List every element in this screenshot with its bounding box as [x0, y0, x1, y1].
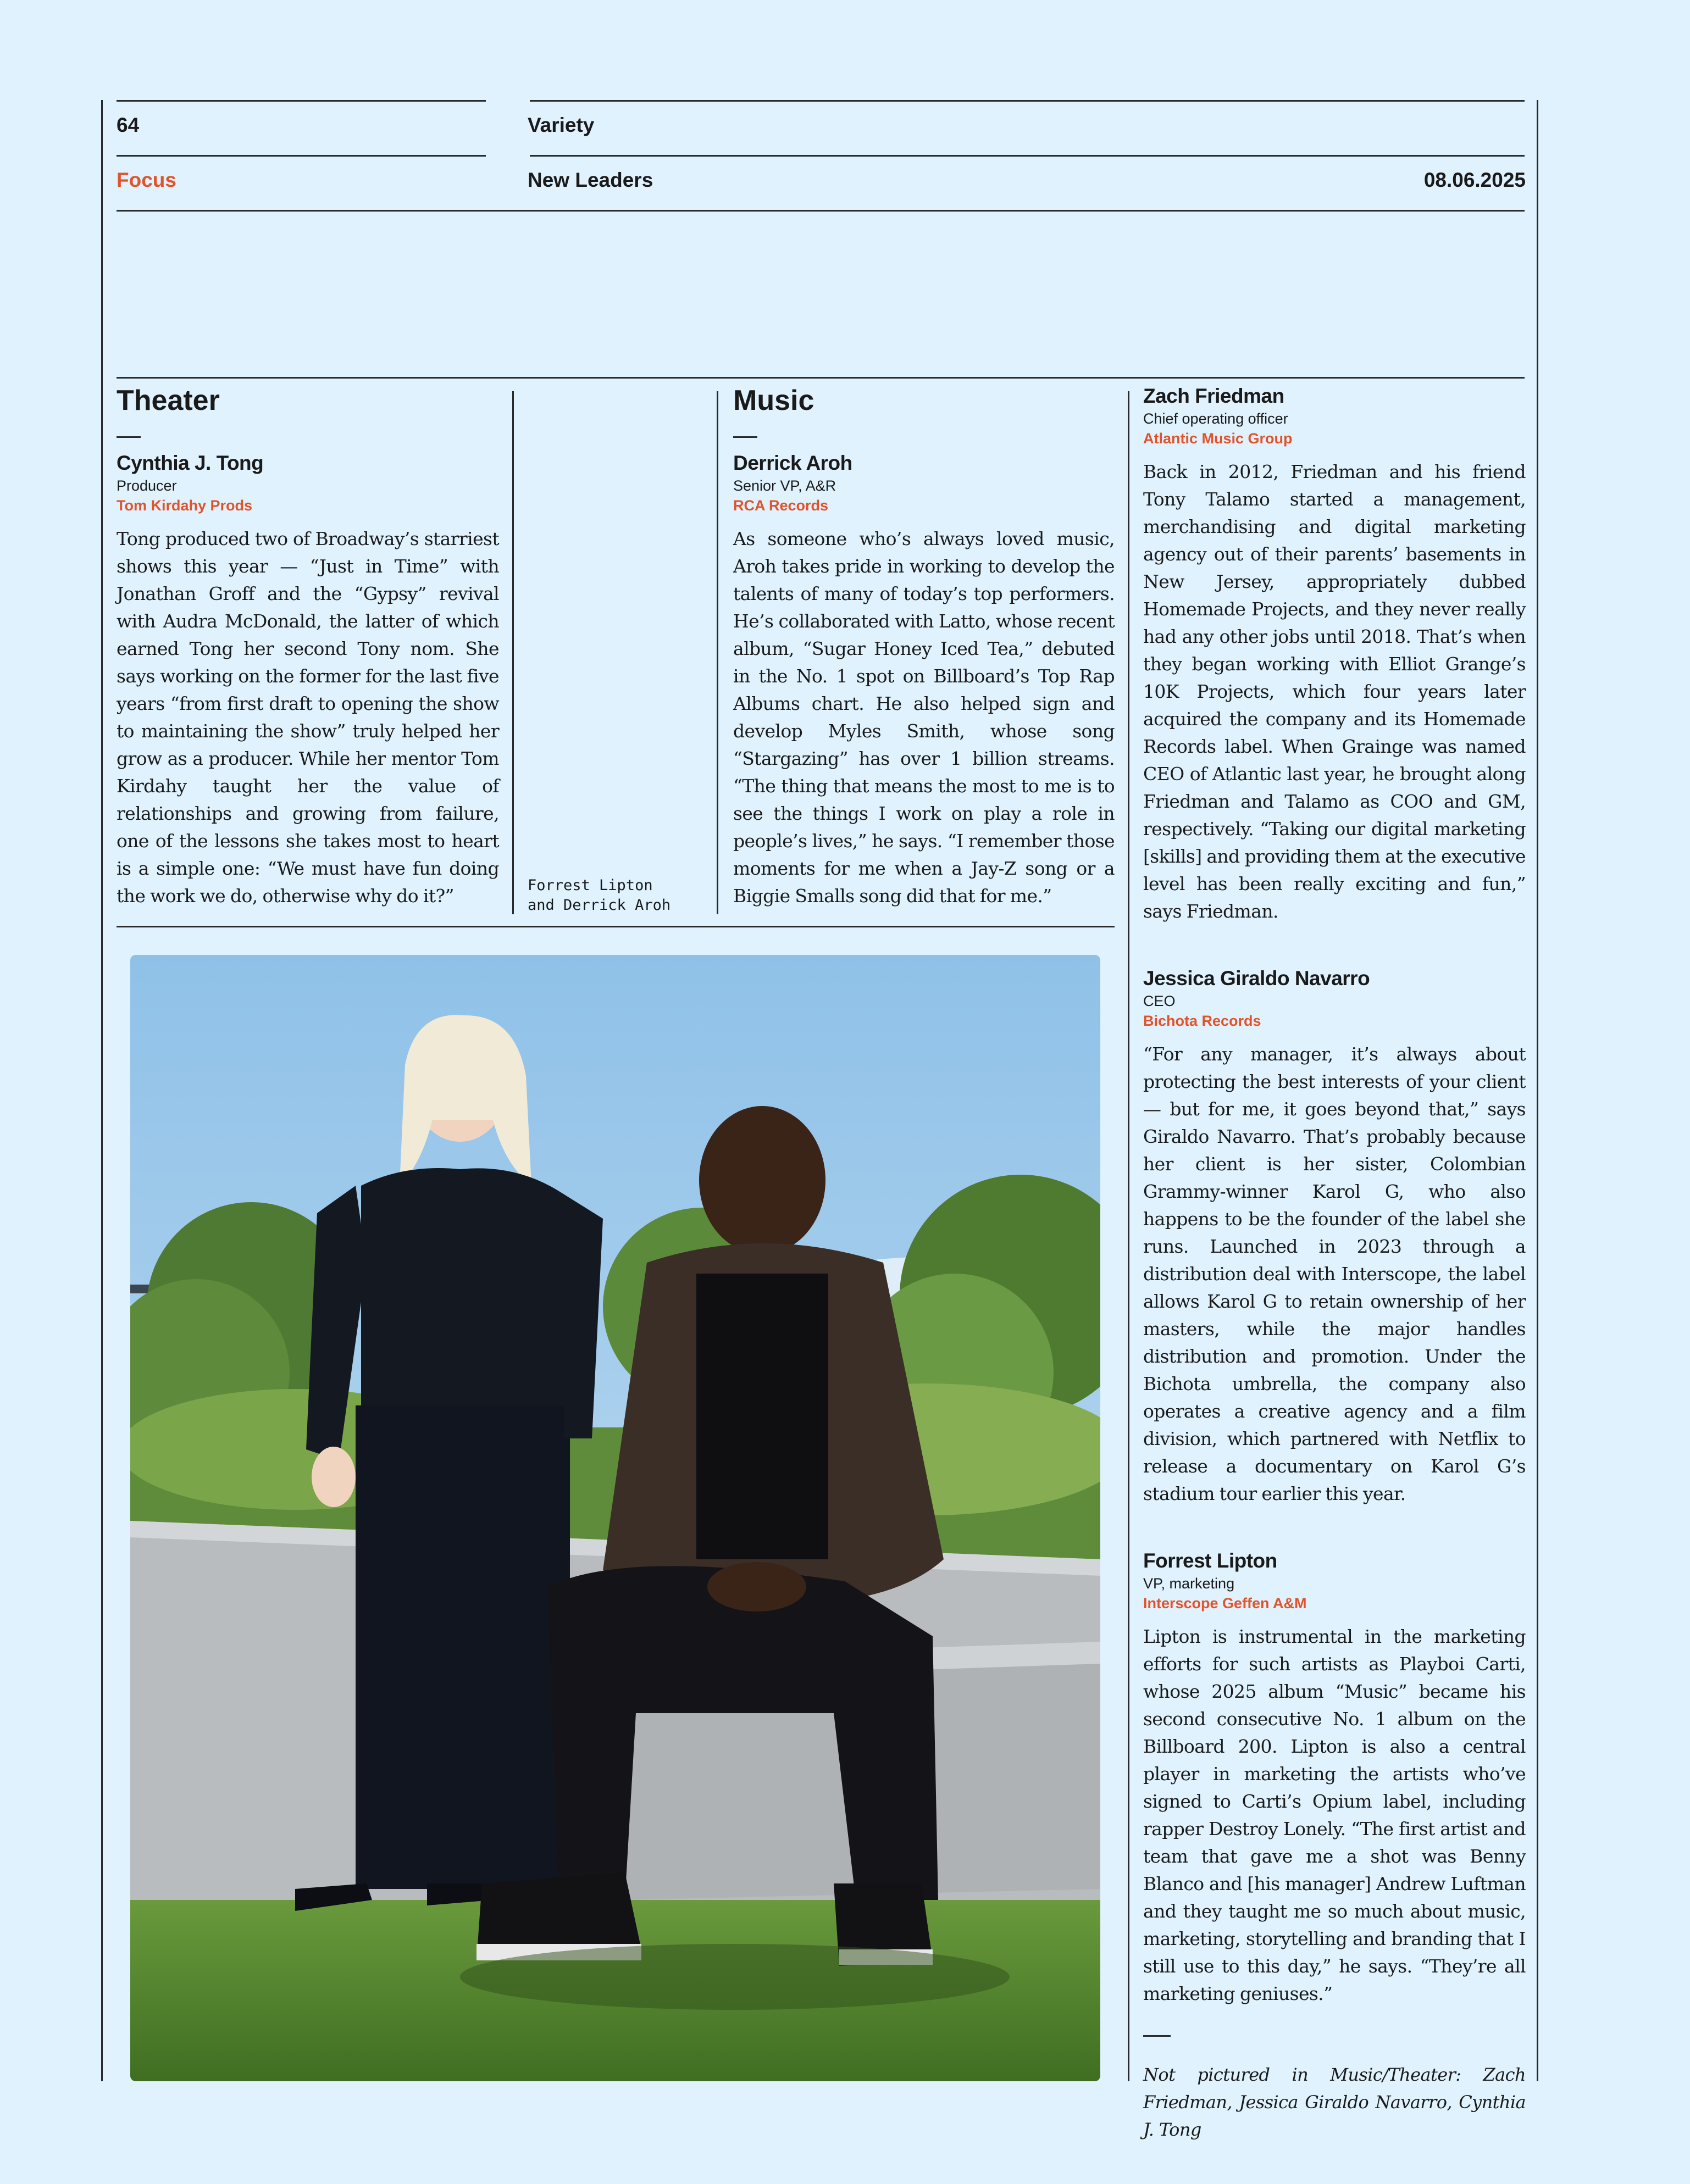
- person-company: Interscope Geffen A&M: [1143, 1595, 1307, 1611]
- column-divider-1: [512, 391, 514, 914]
- right-column: [1143, 385, 1526, 2143]
- photo-forrest-lipton-and-derrick-aroh: [130, 955, 1100, 2081]
- content-top-rule: [117, 377, 1525, 379]
- footnote-dash: [1143, 2035, 1171, 2037]
- section-title-music: Music: [733, 385, 814, 416]
- right-margin-rule: [1537, 100, 1538, 2081]
- section-label: Focus: [117, 169, 176, 191]
- person-company: Tom Kirdahy Prods: [117, 497, 253, 514]
- header-mid-rule-right: [530, 155, 1525, 157]
- left-margin-rule: [101, 100, 103, 2081]
- profile-jessica-giraldo-navarro: [1143, 967, 1526, 1508]
- person-role: Producer: [117, 477, 177, 494]
- profile-body: Back in 2012, Friedman and his friend Tony Talamo started a management, merchandising and digital marketing agency out of their parents’ basements in New Jersey, appropriately dubbed Homemade Projects, and they never really had any other jobs until 2018. That’s when they began working with Elliot Grange’s 10K Projects, which four years later acquired the company and its Homemade Records label. When Grainge was named CEO of Atlantic last year, he brought along Friedman and Talamo as COO and GM, respectively. “Taking our digital marketing [skills] and providing them at the executive level has been really exciting and fun,” says Friedman.: [1143, 461, 1526, 922]
- person-role: CEO: [1143, 993, 1176, 1009]
- person-company: Bichota Records: [1143, 1013, 1261, 1029]
- person-role: Chief operating officer: [1143, 410, 1288, 427]
- column-divider-3: [1128, 391, 1129, 2081]
- column-divider-2: [717, 391, 718, 914]
- photo-top-rule: [117, 926, 1115, 927]
- section-dash: [117, 436, 141, 438]
- profile-forrest-lipton: [1143, 1549, 1526, 2008]
- profile-body: Lipton is instrumental in the marketing efforts for such artists as Playboi Carti, whose 2025 album “Music” became his second consecutive No. 1 album on the Billboard 200. Lipton is also a central player in marketing the artists who’ve signed to Carti’s Opium label, including rapper Destroy Lonely. “The first artist and team that gave me a shot was Benny Blanco and [his manager] Andrew Luftman and they taught me so much about music, marketing, storytelling and branding that I still use to this day,” he says. “They’re all marketing geniuses.”: [1143, 1626, 1526, 2004]
- person-company: Atlantic Music Group: [1143, 430, 1293, 447]
- person-role: VP, marketing: [1143, 1575, 1235, 1592]
- person-company: RCA Records: [733, 497, 829, 514]
- profile-body: As someone who’s always loved music, Aroh takes pride in working to develop the talents of many of today’s top performers. He’s collaborated with Latto, whose recent album, “Sugar Honey Iced Tea,” debuted in the No. 1 spot on Billboard’s Top Rap Albums chart. He also helped sign and develop Myles Smith, whose song “Stargazing” has over 1 billion streams. “The thing that means the most to me is to see the things I work on play a role in people’s lives,” he says. “I remember those moments for me when a Jay-Z song or a Biggie Smalls song did that for me.”: [733, 528, 1115, 907]
- photo-caption: Forrest Lipton and Derrick Aroh: [528, 877, 671, 914]
- person-name: Cynthia J. Tong: [117, 452, 264, 474]
- person-role: Senior VP, A&R: [733, 477, 836, 494]
- music-column: [733, 385, 1115, 910]
- profile-body: Tong produced two of Broadway’s starriest shows this year — “Just in Time” with Jonathan Groff and the “Gypsy” revival with Audra McDonald, the latter of which earned Tong her second Tony nom. She says working on the former for the last five years “from first draft to opening the show to maintaining the show” truly helped her grow as a producer. While her mentor Tom Kirdahy taught her the value of relationships and growing from failure, one of the lessons she takes most to heart is a simple one: “We must have fun doing the work we do, otherwise why do it?”: [117, 528, 499, 907]
- profile-zach-friedman: [1143, 385, 1526, 925]
- person-name: Forrest Lipton: [1143, 1549, 1277, 1572]
- header-top-rule-left: [117, 100, 486, 102]
- person-name: Derrick Aroh: [733, 452, 852, 474]
- footnote: Not pictured in Music/Theater: Zach Friedman, Jessica Giraldo Navarro, Cynthia J. Tong: [1143, 2064, 1526, 2140]
- person-name: Zach Friedman: [1143, 385, 1284, 407]
- person-name: Jessica Giraldo Navarro: [1143, 967, 1370, 990]
- header-top-rule-right: [530, 100, 1525, 102]
- profile-body: “For any manager, it’s always about protecting the best interests of your client — but for me, it goes beyond that,” says Giraldo Navarro. That’s probably because her client is her sister, Colombian Grammy-winner Karol G, who also happens to be the founder of the label she runs. Launched in 2023 through a distribution deal with Interscope, the label allows Karol G to retain ownership of her masters, while the major handles distribution and promotion. Under the Bichota umbrella, the company also operates a creative agency and a film division, which partnered with Netflix to release a documentary on Karol G’s stadium tour earlier this year.: [1143, 1043, 1526, 1504]
- page-number: 64: [117, 114, 140, 136]
- theater-column: [117, 385, 499, 910]
- publication-name: Variety: [528, 114, 595, 136]
- header-bottom-rule: [117, 210, 1525, 212]
- section-dash: [733, 436, 757, 438]
- section-title-theater: Theater: [117, 385, 220, 416]
- subsection-label: New Leaders: [528, 169, 653, 191]
- portrait-photo-illustration: [130, 955, 1100, 2081]
- issue-date: 08.06.2025: [1423, 169, 1526, 191]
- header-mid-rule-left: [117, 155, 486, 157]
